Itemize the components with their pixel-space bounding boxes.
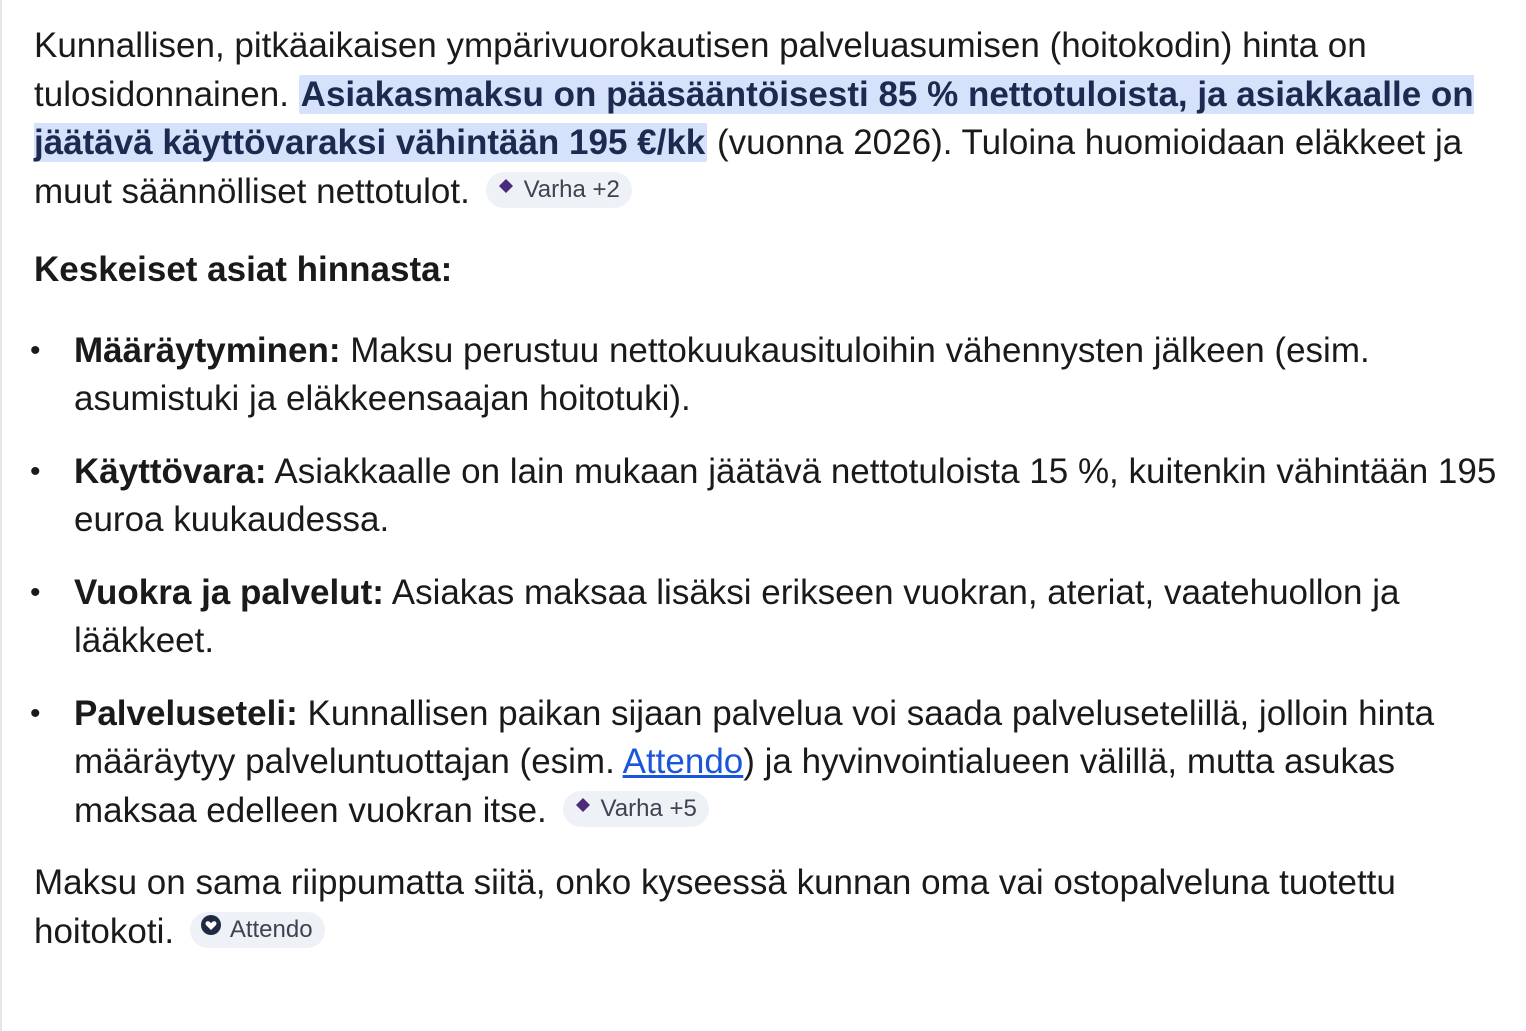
list-item-text: Asiakas maksaa lisäksi erikseen vuokran, ateriat, vaatehuollon ja lääkkeet.: [74, 572, 1400, 660]
source-chip-label: Varha +5: [600, 795, 697, 823]
source-chip-label: Attendo: [229, 916, 313, 944]
list-item-term: Vuokra ja palvelut:: [74, 572, 384, 612]
key-points-list: [30, 327, 1504, 836]
list-item: [30, 448, 1504, 545]
attendo-link[interactable]: Attendo: [622, 742, 744, 781]
source-chip-label: Varha +2: [523, 176, 620, 204]
diamond-icon: [496, 171, 516, 207]
outro-paragraph: [34, 859, 1504, 956]
list-item-text: Kunnallisen paikan sijaan palvelua voi saada palvelusetelillä, jolloin hinta määräytyy palveluntuottajan (esim.: [74, 693, 1435, 781]
list-item: [30, 569, 1504, 666]
bullet-icon: •: [30, 575, 41, 609]
bullet-icon: •: [30, 333, 41, 367]
list-item-term: Käyttövara:: [74, 451, 267, 491]
list-item-term: Määräytyminen:: [74, 330, 341, 370]
intro-paragraph: [34, 22, 1504, 216]
intro-text: Kunnallisen, pitkäaikaisen ympärivuorokautisen palveluasumisen (hoitokodin) hinta on tulosidonnainen.: [34, 26, 1367, 114]
left-border: [0, 0, 2, 1031]
list-item: [30, 327, 1504, 424]
intro-text-after: (vuonna 2026). Tuloina huomioidaan eläkkeet ja muut säännölliset nettotulot.: [34, 123, 1463, 211]
source-chip-attendo[interactable]: [190, 912, 325, 948]
heart-badge-icon: [200, 911, 222, 947]
source-chip-varha[interactable]: [486, 172, 632, 208]
section-heading: Keskeiset asiat hinnasta:: [34, 250, 453, 289]
list-item-text-after: ) ja hyvinvointialueen välillä, mutta asukas maksaa edelleen vuokran itse.: [74, 742, 1395, 830]
highlighted-text[interactable]: Asiakasmaksu on pääsääntöisesti 85 % nettotuloista, ja asiakkaalle on jäätävä käyttövaraksi vähintään 195 €/kk: [34, 74, 1474, 162]
list-item: [30, 690, 1504, 836]
bullet-icon: •: [30, 454, 41, 488]
list-item-text: Maksu perustuu nettokuukausituloihin vähennysten jälkeen (esim. asumistuki ja eläkkeensaajan hoitotuki).: [74, 330, 1370, 418]
list-item-term: Palveluseteli:: [74, 693, 298, 733]
list-item-text: Asiakkaalle on lain mukaan jäätävä nettotuloista 15 %, kuitenkin vähintään 195 euroa kuukaudessa.: [74, 451, 1497, 539]
outro-text: Maksu on sama riippumatta siitä, onko kyseessä kunnan oma vai ostopalveluna tuotettu hoitokoti.: [34, 863, 1396, 951]
bullet-icon: •: [30, 696, 41, 730]
diamond-icon: [573, 790, 593, 826]
answer-content: [30, 22, 1504, 956]
source-chip-varha[interactable]: [563, 791, 709, 827]
